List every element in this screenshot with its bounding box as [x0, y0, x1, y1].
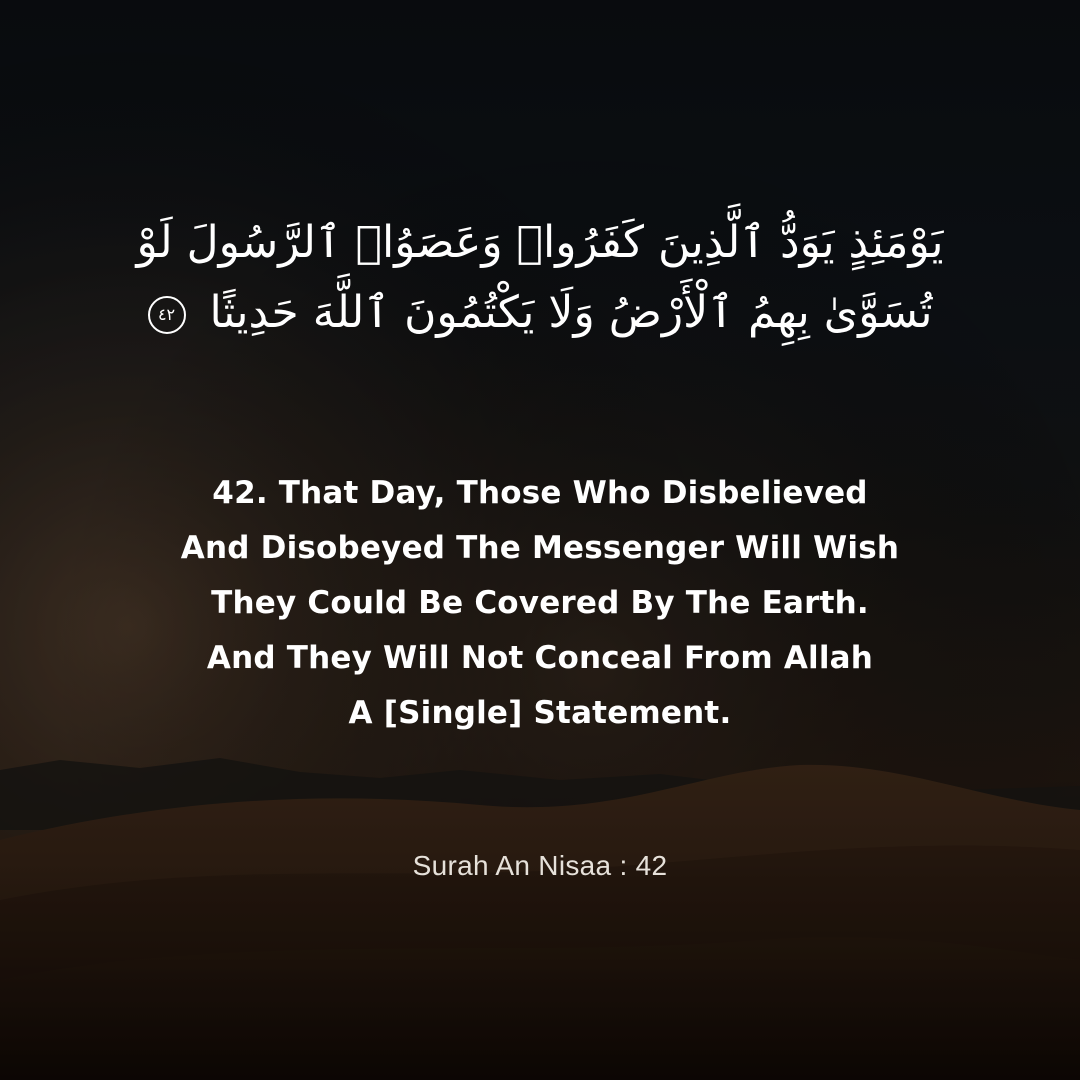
verse-translation [90, 466, 990, 741]
surah-reference: Surah An Nisaa : 42 [412, 850, 668, 881]
translation-line-2: And Disobeyed The Messenger Will Wish [180, 530, 900, 566]
ayah-number-marker: ٤٢ [148, 296, 186, 334]
arabic-line-2 [90, 278, 990, 348]
translation-line-4: And They Will Not Conceal From Allah [206, 640, 874, 676]
arabic-line-1: يَوْمَئِذٍ يَوَدُّ ٱلَّذِينَ كَفَرُوا۟ وَعَصَوُا۟ ٱلرَّسُولَ لَوْ [136, 217, 944, 268]
translation-line-3: They Could Be Covered By The Earth. [211, 585, 869, 621]
arabic-verse [90, 208, 990, 348]
translation-line-1: 42. That Day, Those Who Disbelieved [212, 475, 868, 511]
arabic-line-2-text: تُسَوَّىٰ بِهِمُ ٱلْأَرْضُ وَلَا يَكْتُمُونَ ٱللَّهَ حَدِيثًا [209, 287, 933, 338]
translation-line-5: A [Single] Statement. [348, 695, 732, 731]
